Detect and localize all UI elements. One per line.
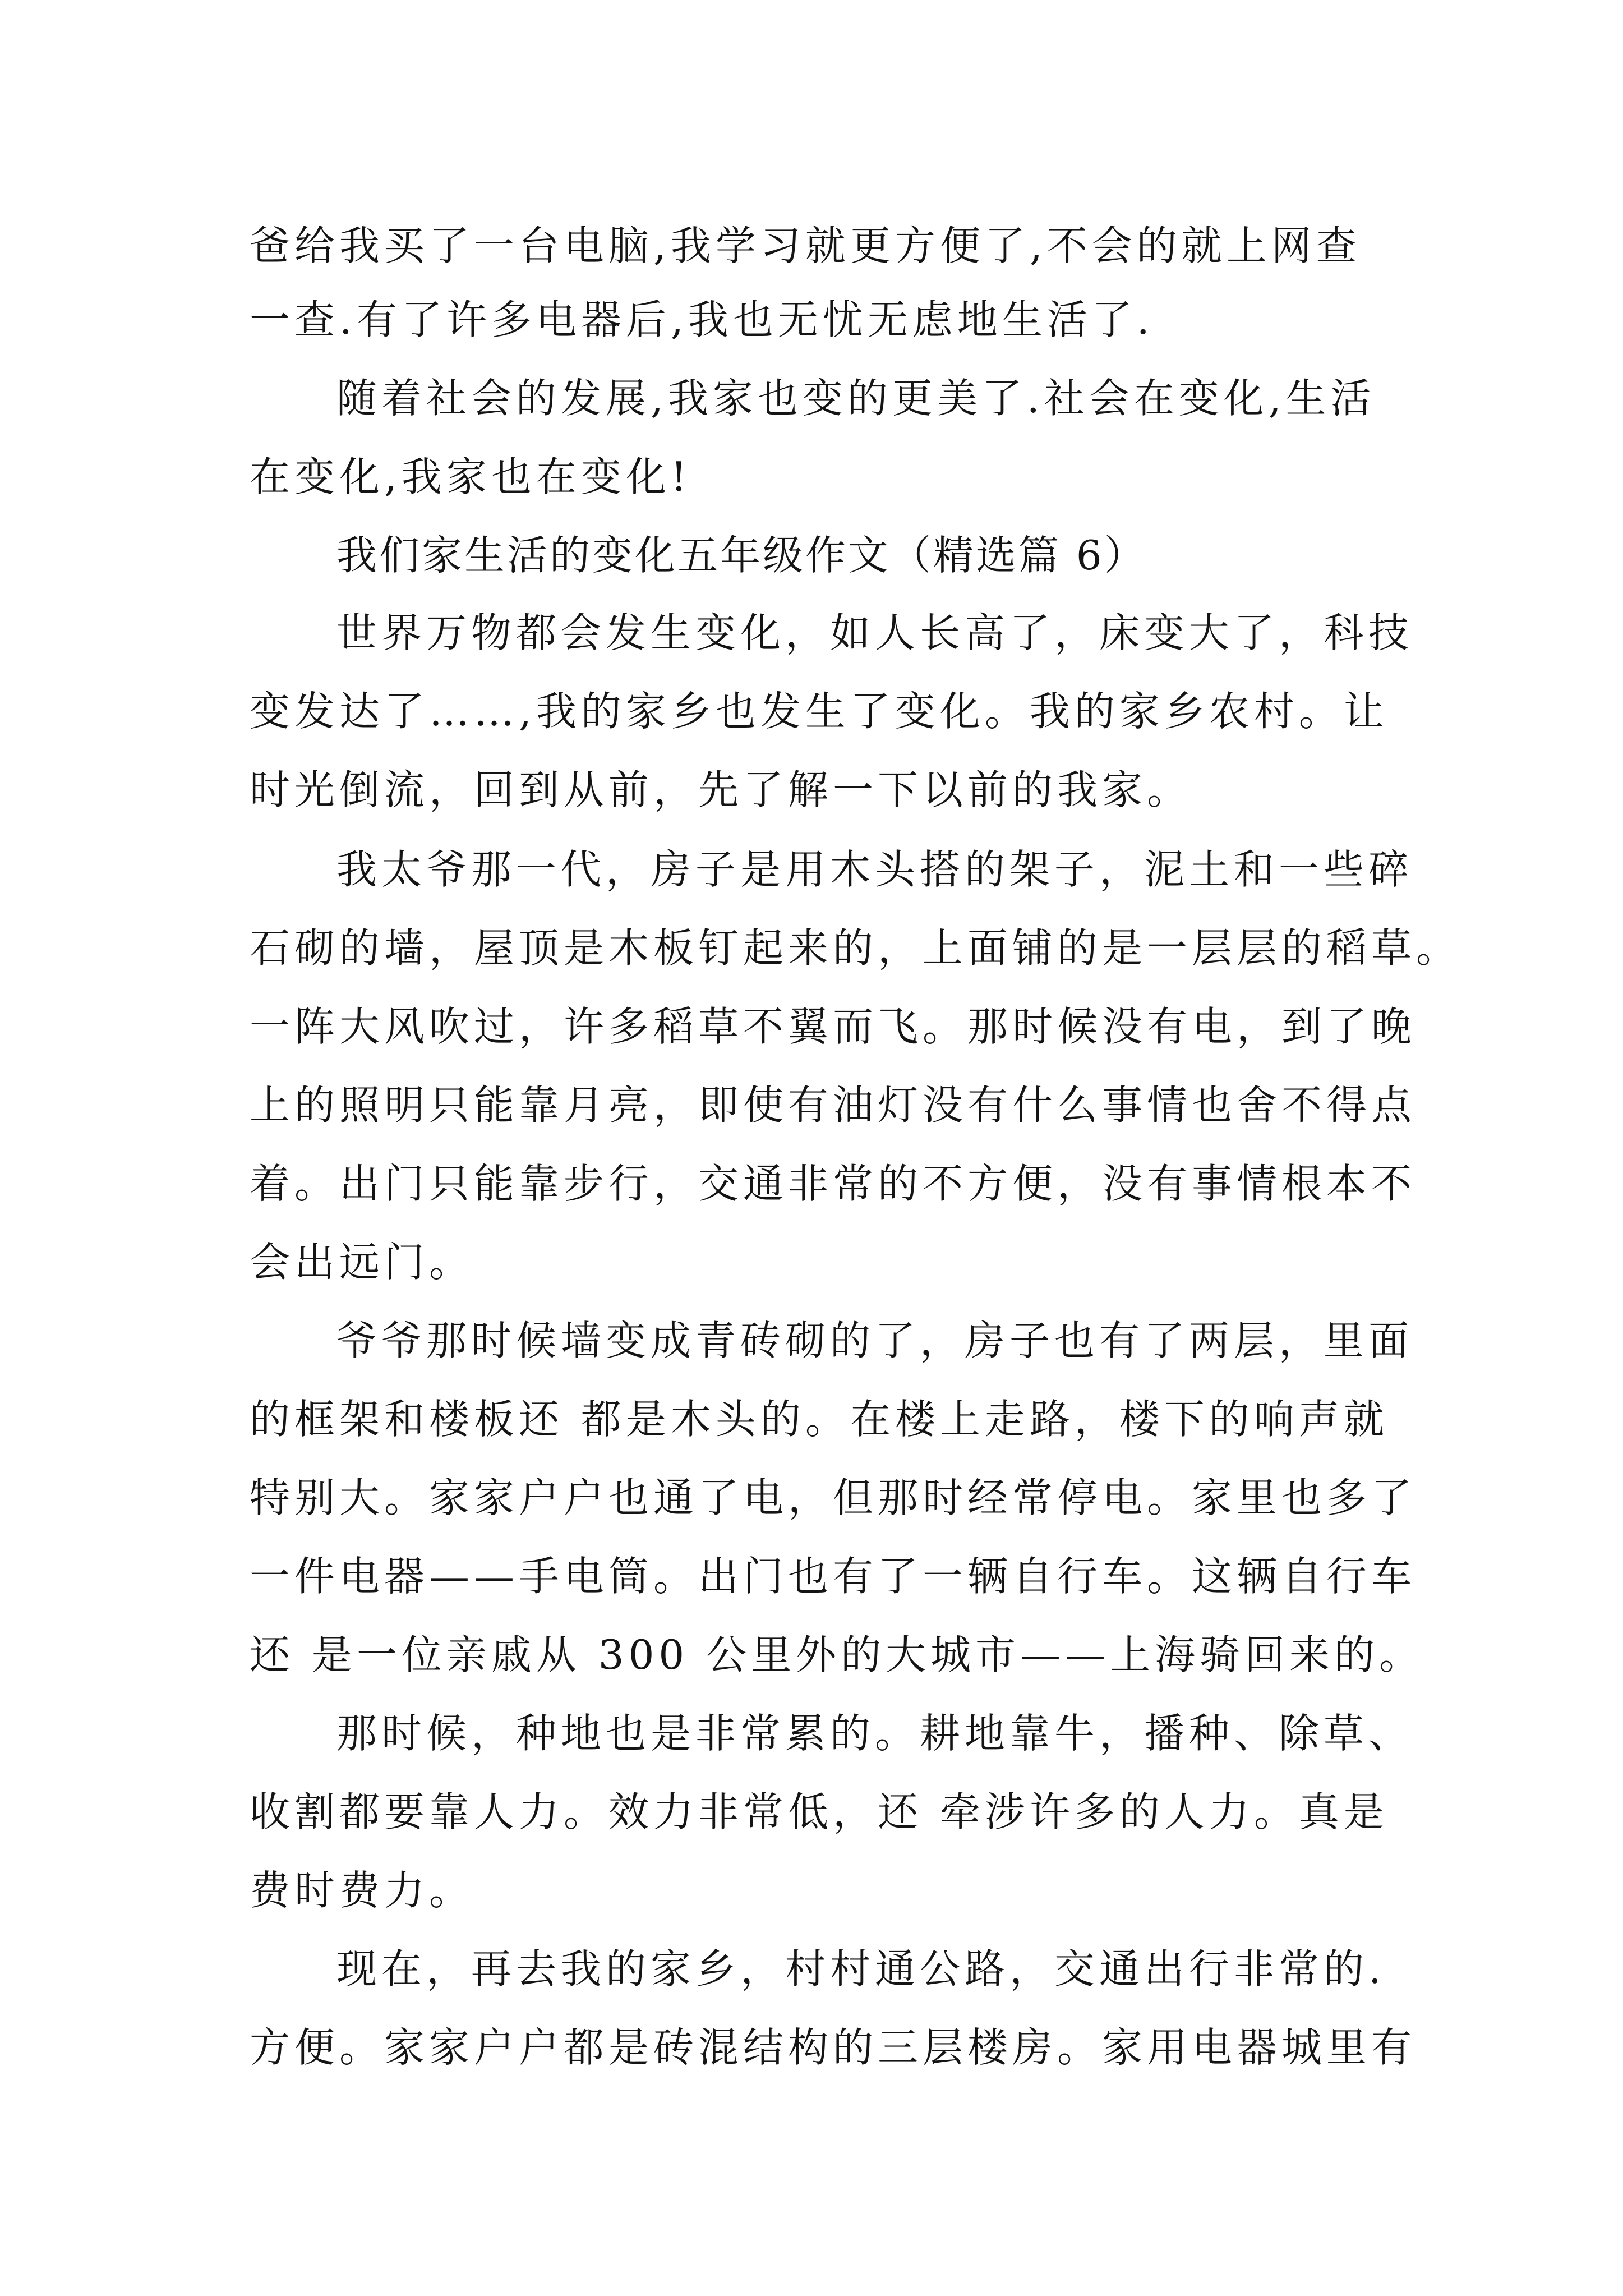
text-line: 现在，再去我的家乡，村村通公路，交通出行非常的. (336, 1945, 1386, 1993)
text-line: 会出远门。 (250, 1239, 474, 1286)
text-line: 方便。家家户户都是砖混结构的三层楼房。家用电器城里有 (250, 2024, 1417, 2071)
text-line: 的框架和楼板还 都是木头的。在楼上走路，楼下的响声就 (250, 1396, 1389, 1443)
text-line: 随着社会的发展,我家也变的更美了.社会在变化,生活 (336, 375, 1376, 422)
text-line: 还 是一位亲戚从 300 公里外的大城市——上海骑回来的。 (250, 1631, 1424, 1678)
text-line: 上的照明只能靠月亮，即使有油灯没有什么事情也舍不得点 (250, 1082, 1417, 1129)
text-line: 一查.有了许多电器后,我也无忧无虑地生活了. (250, 296, 1154, 343)
text-line: 时光倒流，回到从前，先了解一下以前的我家。 (250, 766, 1192, 813)
text-line: 在变化,我家也在变化! (250, 453, 691, 500)
text-line: 费时费力。 (250, 1867, 474, 1914)
text-line: 石砌的墙，屋顶是木板钉起来的，上面铺的是一层层的稻草。 (250, 924, 1461, 972)
text-line: 收割都要靠人力。效力非常低，还 牵涉许多的人力。真是 (250, 1788, 1389, 1835)
text-line: 特别大。家家户户也通了电，但那时经常停电。家里也多了 (250, 1474, 1417, 1521)
text-line: 我太爷那一代，房子是用木头搭的架子，泥土和一些碎 (336, 846, 1414, 893)
text-line: 爸给我买了一台电脑,我学习就更方便了,不会的就上网查 (250, 222, 1361, 269)
text-line: 爷爷那时候墙变成青砖砌的了，房子也有了两层，里面 (336, 1317, 1414, 1364)
text-line: 一件电器——手电筒。出门也有了一辆自行车。这辆自行车 (250, 1553, 1417, 1600)
text-line: 世界万物都会发生变化，如人长高了，床变大了，科技 (336, 609, 1414, 656)
text-line: 变发达了……,我的家乡也发生了变化。我的家乡农村。让 (250, 688, 1389, 735)
text-line: 着。出门只能靠步行，交通非常的不方便，没有事情根本不 (250, 1160, 1417, 1207)
section-heading: 我们家生活的变化五年级作文（精选篇 6） (336, 532, 1147, 579)
text-line: 那时候，种地也是非常累的。耕地靠牛，播种、除草、 (336, 1710, 1414, 1757)
text-line: 一阵大风吹过，许多稻草不翼而飞。那时候没有电，到了晚 (250, 1003, 1417, 1050)
